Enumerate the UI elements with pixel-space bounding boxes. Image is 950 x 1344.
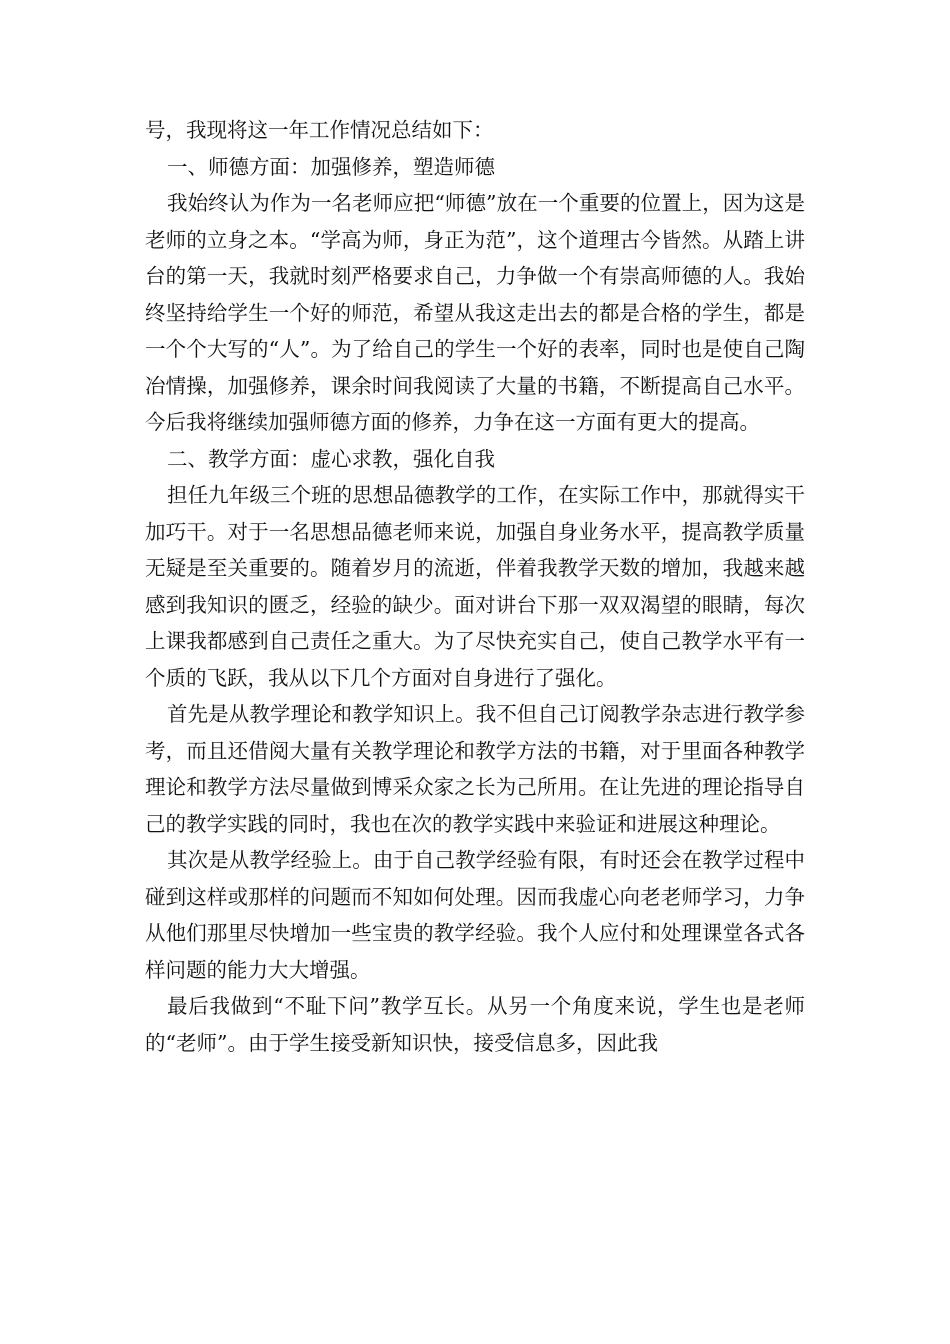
body-paragraph: 其次是从教学经验上。由于自己教学经验有限，有时还会在教学过程中碰到这样或那样的问题而不知如何处理。因而我虚心向老老师学习，力争从他们那里尽快增加一些宝贵的教学经验。我个人应付和处理课堂各式各样问题的能力大大增强。 <box>145 848 805 982</box>
document-body <box>145 112 805 1061</box>
section-heading-1: 一、师德方面：加强修养，塑造师德 <box>167 154 495 179</box>
body-paragraph: 首先是从教学理论和教学知识上。我不但自己订阅教学杂志进行教学参考，而且还借阅大量有关教学理论和教学方法的书籍，对于里面各种教学理论和教学方法尽量做到博采众家之长为己所用。在让先进的理论指导自己的教学实践的同时，我也在次的教学实践中来验证和进展这种理论。 <box>145 702 805 836</box>
body-paragraph: 我始终认为作为一名老师应把“师德”放在一个重要的位置上，因为这是老师的立身之本。“学高为师，身正为范”，这个道理古今皆然。从踏上讲台的第一天，我就时刻严格要求自己，力争做一个有崇高师德的人。我始终坚持给学生一个好的师范，希望从我这走出去的都是合格的学生，都是一个个大写的“人”。为了给自己的学生一个好的表率，同时也是使自己陶冶情操，加强修养，课余时间我阅读了大量的书籍，不断提高自己水平。今后我将继续加强师德方面的修养，力争在这一方面有更大的提高。 <box>145 191 805 434</box>
section-heading-2: 二、教学方面：虚心求教，强化自我 <box>167 446 495 471</box>
body-paragraph: 担任九年级三个班的思想品德教学的工作，在实际工作中，那就得实干加巧干。对于一名思想品德老师来说，加强自身业务水平，提高教学质量无疑是至关重要的。随着岁月的流逝，伴着我教学天数的增加，我越来越感到我知识的匮乏，经验的缺少。面对讲台下那一双双渴望的眼睛，每次上课我都感到自己责任之重大。为了尽快充实自己，使自己教学水平有一个质的飞跃，我从以下几个方面对自身进行了强化。 <box>145 483 805 690</box>
body-paragraph: 最后我做到“不耻下问”教学互长。从另一个角度来说，学生也是老师的“老师”。由于学生接受新知识快，接受信息多，因此我 <box>145 994 805 1055</box>
intro-line: 号，我现将这一年工作情况总结如下： <box>145 118 494 142</box>
